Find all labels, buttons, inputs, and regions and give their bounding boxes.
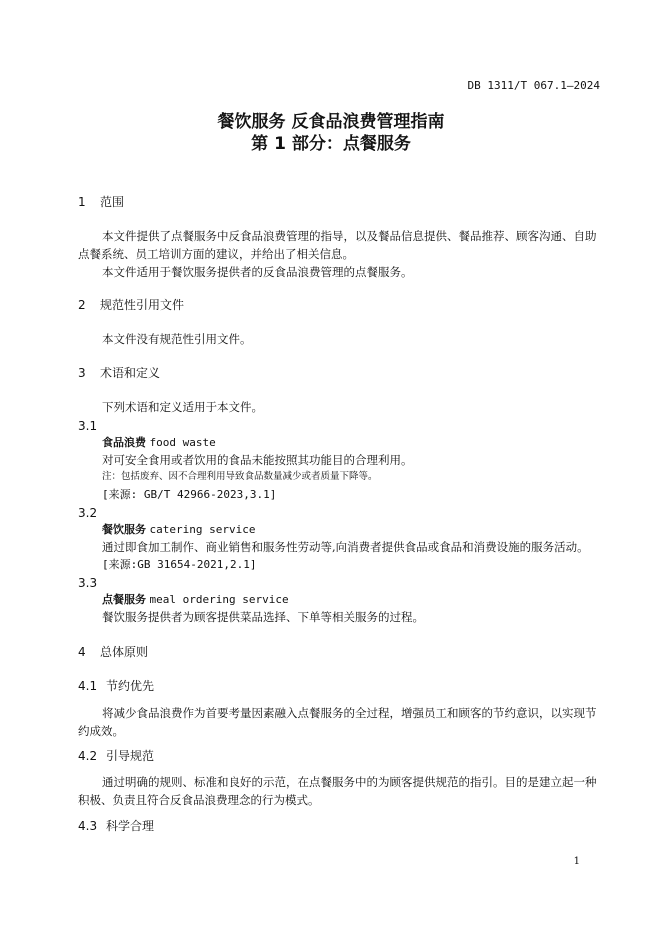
section-heading-normative-references [78, 297, 184, 313]
page-number: 1 [573, 856, 580, 867]
term-number: 3.3 [78, 576, 98, 590]
term-en: food waste [149, 436, 216, 449]
term-definition: 对可安全食用或者饮用的食品未能按照其功能目的合理利用。 [102, 453, 413, 467]
subsection-title: 引导规范 [106, 749, 155, 763]
term-definition: 餐饮服务提供者为顾客提供菜品选择、下单等相关服务的过程。 [102, 610, 424, 624]
subsection-title: 节约优先 [106, 679, 155, 693]
section-title: 规范性引用文件 [100, 298, 185, 312]
scope-paragraph-line2: 点餐系统、员工培训方面的建议，并给出了相关信息。 [78, 247, 354, 261]
section-heading-terms [78, 365, 160, 381]
section-title: 总体原则 [100, 645, 149, 659]
term-number: 3.2 [78, 506, 98, 520]
section-number: 1 [78, 195, 86, 209]
section-heading-general-principles [78, 644, 148, 660]
guidance-line2: 积极、负责且符合反食品浪费理念的行为模式。 [78, 793, 320, 807]
term-note: 注：包括废弃、因不合理利用导致食品数量减少或者质量下降等。 [102, 471, 378, 482]
section-title: 术语和定义 [100, 366, 161, 380]
subsection-title: 科学合理 [106, 819, 155, 833]
section-title: 范围 [100, 195, 125, 209]
term-definition: 通过即食加工制作、商业销售和服务性劳动等,向消费者提供食品或食品和消费设施的服务活动。 [102, 540, 589, 554]
term-number: 3.1 [78, 419, 98, 433]
scope-paragraph-2: 本文件适用于餐饮服务提供者的反食品浪费管理的点餐服务。 [102, 265, 413, 279]
term-zh: 食品浪费 [102, 436, 146, 449]
scope-paragraph-line1: 本文件提供了点餐服务中反食品浪费管理的指导，以及餐品信息提供、餐品推荐、顾客沟通、自助 [102, 229, 597, 243]
subsection-heading-guidance [78, 748, 154, 764]
guidance-line1: 通过明确的规则、标准和良好的示范，在点餐服务中的为顾客提供规范的指引。目的是建立起一种 [102, 775, 597, 789]
subsection-number: 4.1 [78, 679, 98, 693]
term-heading [102, 522, 255, 538]
term-source: [来源: GB/T 42966-2023,3.1] [102, 488, 277, 501]
section-number: 3 [78, 366, 86, 380]
term-heading [102, 435, 216, 451]
document-subtitle: 第 1 部分：点餐服务 [251, 134, 411, 154]
document-title: 餐饮服务 反食品浪费管理指南 [217, 112, 445, 132]
term-zh: 餐饮服务 [102, 523, 146, 536]
terms-intro: 下列术语和定义适用于本文件。 [102, 400, 263, 414]
section-number: 2 [78, 298, 86, 312]
subsection-number: 4.3 [78, 819, 98, 833]
term-en: catering service [149, 523, 256, 536]
subsection-number: 4.2 [78, 749, 98, 763]
section-number: 4 [78, 645, 86, 659]
thrift-first-line1: 将减少食品浪费作为首要考量因素融入点餐服务的全过程，增强员工和顾客的节约意识，以实现节 [102, 706, 597, 720]
thrift-first-line2: 约成效。 [78, 724, 124, 738]
term-source: [来源:GB 31654-2021,2.1] [102, 558, 257, 571]
term-heading [102, 592, 289, 608]
normative-references-paragraph: 本文件没有规范性引用文件。 [102, 332, 252, 346]
subsection-heading-scientific [78, 818, 154, 834]
term-en: meal ordering service [149, 593, 289, 606]
document-code: DB 1311/T 067.1—2024 [467, 79, 600, 92]
term-zh: 点餐服务 [102, 593, 146, 606]
subsection-heading-thrift-first [78, 678, 154, 694]
section-heading-scope [78, 194, 124, 210]
